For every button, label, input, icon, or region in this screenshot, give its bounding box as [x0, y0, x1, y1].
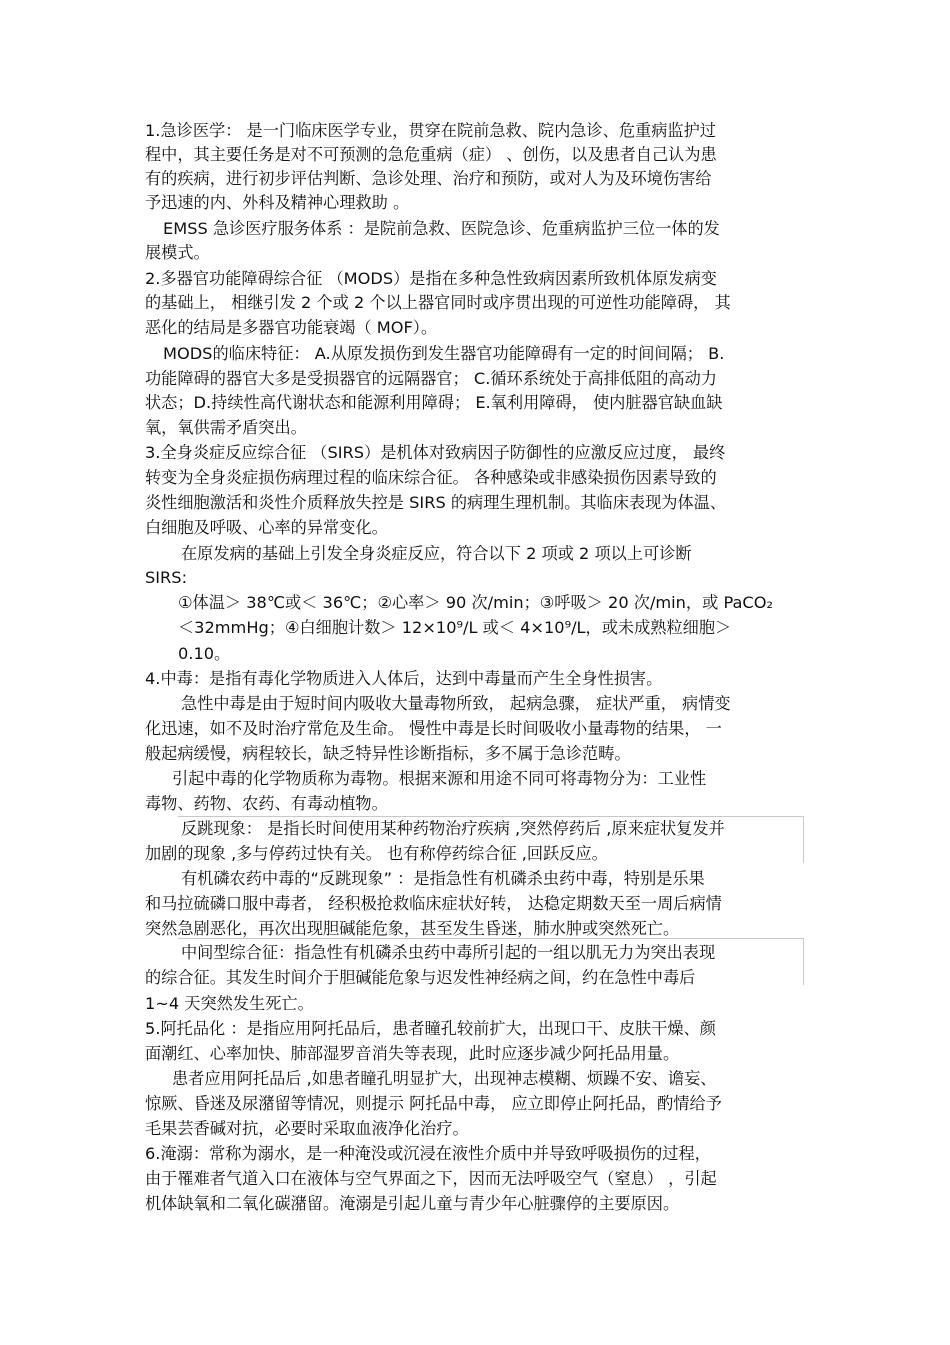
text-line: 2.多器官功能障碍综合征 （MODS）是指在多种急性致病因素所致机体原发病变 — [145, 269, 717, 288]
text-line: 加剧的现象 ,多与停药过快有关。 也有称停药综合征 ,回跃反应。 — [145, 844, 608, 863]
text-line: 5.阿托品化 ：是指应用阿托品后，患者瞳孔较前扩大，出现口干、皮肤干燥、颜 — [145, 1019, 716, 1038]
text-line: ＜32mmHg；④白细胞计数＞ 12×10⁹/L 或＜ 4×10⁹/L，或未成熟粒细胞＞ — [178, 618, 732, 637]
text-line: EMSS 急诊医疗服务体系 ：是院前急救、医院急诊、危重病监护三位一体的发 — [163, 219, 720, 238]
text-line: 机体缺氧和二氧化碳潴留。淹溺是引起儿童与青少年心脏骤停的主要原因。 — [145, 1194, 680, 1213]
text-line: 的综合征。其发生时间介于胆碱能危象与迟发性神经病之间，约在急性中毒后 — [145, 968, 696, 987]
text-line: 和马拉硫磷口服中毒者， 经积极抢救临床症状好转， 达稳定期数天至一周后病情 — [145, 894, 722, 913]
text-line: 炎性细胞激活和炎性介质释放失控是 SIRS 的病理生理机制。其临床表现为体温、 — [145, 493, 727, 512]
text-line: 0.10。 — [178, 644, 231, 663]
text-line: 予迅速的内、外科及精神心理救助 。 — [145, 193, 410, 212]
text-line: 在原发病的基础上引发全身炎症反应，符合以下 2 项或 2 项以上可诊断 — [181, 544, 692, 563]
text-line: MODS的临床特征： A.从原发损伤到发生器官功能障碍有一定的时间间隔； B. — [163, 344, 725, 363]
text-line: 状态；D.持续性高代谢状态和能源利用障碍； E.氧利用障碍， 使内脏器官缺血缺 — [145, 393, 723, 412]
text-line: SIRS: — [145, 568, 188, 587]
text-line: 白细胞及呼吸、心率的异常变化。 — [145, 518, 388, 537]
text-line: 毛果芸香碱对抗，必要时采取血液净化治疗。 — [145, 1119, 469, 1138]
text-line: 有机磷农药中毒的“反跳现象” ：是指急性有机磷杀虫药中毒，特别是乐果 — [181, 869, 705, 888]
text-line: 的基础上， 相继引发 2 个或 2 个以上器官同时或序贯出现的可逆性功能障碍， 其 — [145, 293, 731, 312]
text-line: 功能障碍的器官大多是受损器官的远隔器官； C.循环系统处于高排低阻的高动力 — [145, 369, 717, 388]
text-line: 化迅速，如不及时治疗常危及生命。 慢性中毒是长时间吸收小量毒物的结果， 一 — [145, 719, 722, 738]
text-line: 1~4 天突然发生死亡。 — [145, 994, 314, 1013]
text-line: 般起病缓慢，病程较长，缺乏特异性诊断指标，多不属于急诊范畴。 — [145, 744, 631, 763]
text-line: 1.急诊医学： 是一门临床医学专业，贯穿在院前急救、院内急诊、危重病监护过 — [145, 121, 716, 140]
text-line: 惊厥、昏迷及尿潴留等情况，则提示 阿托品中毒， 应立即停止阿托品，酌情给予 — [145, 1094, 722, 1113]
text-line: 恶化的结局是多器官功能衰竭（ MOF）。 — [145, 318, 438, 337]
text-line: 由于罹难者气道入口在液体与空气界面之下，因而无法呼吸空气（窒息） ，引起 — [145, 1169, 717, 1188]
text-line: 展模式。 — [145, 243, 210, 262]
text-line: 转变为全身炎症损伤病理过程的临床综合征。 各种感染或非感染损伤因素导致的 — [145, 468, 717, 487]
text-line: 引起中毒的化学物质称为毒物。根据来源和用途不同可将毒物分为：工业性 — [172, 769, 707, 788]
text-line: 氧，氧供需矛盾突出。 — [145, 418, 307, 437]
text-line: ①体温＞ 38℃或＜ 36℃；②心率＞ 90 次/min；③呼吸＞ 20 次/min，或 PaCO₂ — [178, 593, 773, 612]
text-line: 6.淹溺：常称为溺水，是一种淹没或沉浸在液性介质中并导致呼吸损伤的过程， — [145, 1144, 711, 1163]
text-line: 程中，其主要任务是对不可预测的急危重病（症） 、创伤，以及患者自己认为患 — [145, 145, 717, 164]
text-line: 4.中毒：是指有毒化学物质进入人体后，达到中毒量而产生全身性损害。 — [145, 669, 663, 688]
text-line: 3.全身炎症反应综合征 （SIRS）是机体对致病因子防御性的应激反应过度， 最终 — [145, 443, 726, 462]
text-line: 急性中毒是由于短时间内吸收大量毒物所致， 起病急骤， 症状严重， 病情变 — [181, 694, 731, 713]
text-line: 患者应用阿托品后 ,如患者瞳孔明显扩大，出现神志模糊、烦躁不安、谵妄、 — [172, 1069, 717, 1088]
text-line: 突然急剧恶化，再次出现胆碱能危象，甚至发生昏迷，肺水肿或突然死亡。 — [145, 919, 680, 938]
text-line: 中间型综合征：指急性有机磷杀虫药中毒所引起的一组以肌无力为突出表现 — [181, 943, 716, 962]
text-line: 有的疾病，进行初步评估判断、急诊处理、治疗和预防，或对人为及环境伤害给 — [145, 169, 712, 188]
text-line: 毒物、药物、农药、有毒动植物。 — [145, 794, 388, 813]
text-line: 面潮红、心率加快、肺部湿罗音消失等表现，此时应逐步减少阿托品用量。 — [145, 1044, 680, 1063]
text-line: 反跳现象： 是指长时间使用某种药物治疗疾病 ,突然停药后 ,原来症状复发并 — [181, 819, 725, 838]
